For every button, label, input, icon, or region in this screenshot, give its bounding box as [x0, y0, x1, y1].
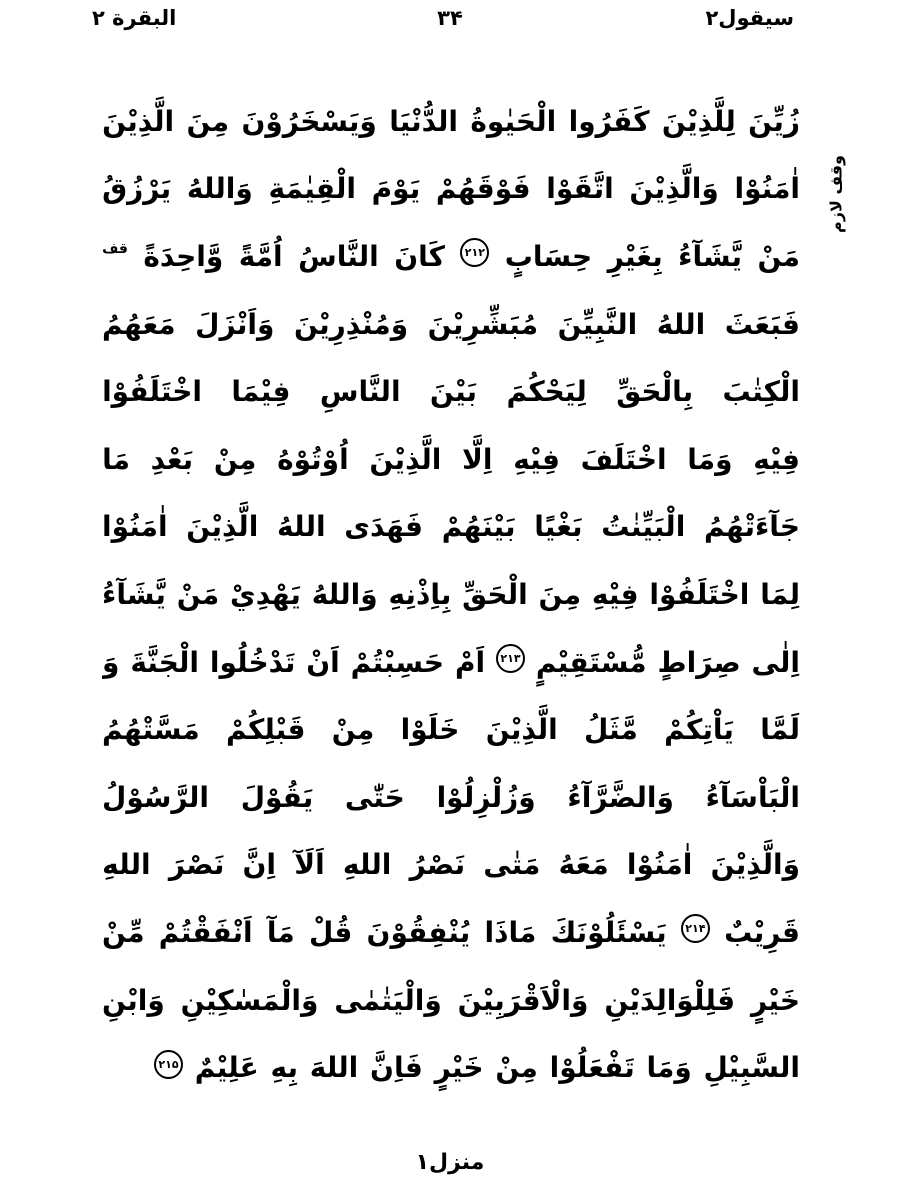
- quran-word: وَمَا: [646, 1051, 692, 1085]
- quran-word: اِلٰى: [751, 645, 800, 679]
- ayah-number-marker: ۲۱۵: [154, 1050, 183, 1079]
- quran-word: اللهُ: [277, 510, 326, 544]
- quran-line: [102, 696, 800, 764]
- quran-word: مِنْ: [213, 442, 257, 476]
- quran-word: اخْتَلَفَ: [580, 442, 667, 476]
- quran-word: مُّسْتَقِيْمٍ: [535, 645, 647, 679]
- quran-word: مِنَ: [186, 104, 230, 138]
- ayah-number-marker: ۲۱۴: [681, 914, 710, 943]
- quran-word: الْحَيٰوةُ: [470, 104, 557, 138]
- quran-word: لِلَّذِيْنَ: [661, 104, 736, 138]
- waqf-sign: قف: [102, 240, 128, 257]
- quran-word: اللهِ: [102, 848, 151, 882]
- quran-line: [102, 561, 800, 629]
- quran-word: مُبَشِّرِيْنَ: [427, 307, 539, 341]
- juz-label: سيقول۲: [705, 6, 794, 30]
- quran-word: وَاللهُ: [311, 577, 378, 611]
- quran-word: يَاْتِكُمْ: [664, 713, 734, 747]
- quran-word: قَرِيْبٌ: [724, 915, 800, 949]
- quran-word: خَيْرٍ: [434, 1051, 484, 1085]
- quran-line: [102, 764, 800, 832]
- quran-word: فِيْهِ: [591, 577, 639, 611]
- quran-word: النَّاسِ: [319, 375, 401, 409]
- quran-word: يَسْئَلُوْنَكَ: [550, 915, 667, 949]
- quran-word: قَبْلِكُمْ: [226, 713, 306, 747]
- quran-word: فَبَعَثَ: [724, 307, 800, 341]
- quran-word: وَّاحِدَةً: [143, 239, 224, 273]
- ayah-number-marker: ۲۱۳: [496, 644, 525, 673]
- quran-line: [102, 223, 800, 291]
- quran-word: بِهِ: [270, 1051, 298, 1085]
- quran-line: [102, 426, 800, 494]
- quran-word: فِيْهِ: [513, 442, 560, 476]
- quran-word: اٰمَنُوْا: [102, 510, 168, 544]
- quran-word: الْبَيِّنٰتُ: [601, 510, 686, 544]
- quran-word: وَالَّذِيْنَ: [629, 172, 719, 206]
- quran-word: قُلْ: [308, 915, 353, 949]
- quran-word: اَمْ: [454, 645, 486, 679]
- quran-line: [102, 291, 800, 359]
- quran-word: وَالْمَسٰكِيْنِ: [180, 983, 319, 1017]
- quran-word: فَوْقَهُمْ: [435, 172, 531, 206]
- quran-word: اَلَآ: [294, 848, 325, 882]
- quran-word: فَاِنَّ: [370, 1051, 423, 1085]
- quran-line: [102, 967, 800, 1035]
- quran-word: تَدْخُلُوا: [209, 645, 296, 679]
- quran-word: النَّاسُ: [298, 239, 379, 273]
- quran-word: مَآ: [266, 915, 295, 949]
- quran-word: وَالْاَقْرَبِيْنَ: [457, 983, 589, 1017]
- quran-word: حِسَابٍ: [504, 239, 593, 273]
- quran-word: اخْتَلَفُوْا: [649, 577, 750, 611]
- quran-line: [102, 156, 800, 224]
- quran-word: وَالْيَتٰمٰى: [334, 983, 442, 1017]
- quran-word: الَّذِيْنَ: [485, 713, 558, 747]
- quran-word: الرَّسُوْلُ: [102, 780, 209, 814]
- quran-word: اِنَّ: [242, 848, 277, 882]
- quran-word: الْبَاْسَآءُ: [705, 780, 800, 814]
- quran-word: كَانَ: [394, 239, 445, 273]
- quran-line: [102, 1034, 800, 1102]
- quran-word: فَلِلْوَالِدَيْنِ: [604, 983, 736, 1017]
- quran-word: اَنْ: [306, 645, 340, 679]
- quran-word: اُوْتُوْهُ: [277, 442, 349, 476]
- quran-word: لِمَا: [760, 577, 800, 611]
- quran-word: بِغَيْرِ: [607, 239, 663, 273]
- quran-word: الْحَقِّ: [462, 577, 528, 611]
- quran-word: نَصْرُ: [409, 848, 466, 882]
- quran-word: خَيْرٍ: [750, 983, 800, 1017]
- quran-word: وَزُلْزِلُوْا: [436, 780, 536, 814]
- quran-word: حَسِبْتُمْ: [350, 645, 445, 679]
- quran-word: مِنْ: [495, 1051, 538, 1085]
- quran-word: مَنْ: [176, 577, 220, 611]
- manzil-label: منزل۱: [415, 1150, 485, 1175]
- quran-word: مَسَّتْهُمُ: [102, 713, 200, 747]
- quran-word: حَتّٰى: [344, 780, 405, 814]
- quran-word: بِالْحَقِّ: [616, 375, 694, 409]
- quran-word: اللهُ: [656, 307, 706, 341]
- quran-word: مِنَ: [538, 577, 582, 611]
- quran-word: اِلَّا: [462, 442, 493, 476]
- quran-word: بَيْنَ: [429, 375, 478, 409]
- quran-word: النَّبِيِّنَ: [557, 307, 638, 341]
- margin-note-waqf-lazim: وقف لازم: [826, 155, 846, 233]
- quran-word: زُيِّنَ: [748, 104, 800, 138]
- quran-word: السَّبِيْلِ: [703, 1051, 800, 1085]
- quran-word: الْقِيٰمَةِ: [268, 172, 356, 206]
- quran-word: بَعْدِ: [150, 442, 194, 476]
- quran-word: بَغْيًا: [534, 510, 583, 544]
- quran-line: [102, 88, 800, 156]
- quran-word: صِرَاطٍ: [657, 645, 741, 679]
- quran-word: يُنْفِقُوْنَ: [366, 915, 471, 949]
- quran-word: عَلِيْمٌ: [194, 1051, 259, 1085]
- quran-line: [102, 358, 800, 426]
- surah-label: البقرة ۲: [92, 6, 177, 30]
- quran-line: [102, 494, 800, 562]
- quran-word: يَرْزُقُ: [102, 172, 172, 206]
- quran-word: يَّشَآءُ: [102, 577, 166, 611]
- quran-word: مَتٰى: [483, 848, 541, 882]
- quran-line: [102, 832, 800, 900]
- quran-word: مِّنْ: [102, 915, 145, 949]
- quran-word: يَوْمَ: [371, 172, 421, 206]
- quran-word: الْجَنَّةَ: [130, 645, 200, 679]
- quran-word: يَهْدِيْ: [230, 577, 301, 611]
- quran-word: فِيْهِ: [753, 442, 800, 476]
- quran-word: خَلَوْا: [400, 713, 460, 747]
- quran-word: وَاللهُ: [186, 172, 253, 206]
- quran-word: مَعَهُمُ: [102, 307, 176, 341]
- quran-word: مَاذَا: [484, 915, 537, 949]
- quran-word: اتَّقَوْا: [546, 172, 614, 206]
- quran-line: [102, 899, 800, 967]
- quran-word: وَ: [102, 645, 120, 679]
- quran-word: جَآءَتْهُمُ: [704, 510, 800, 544]
- quran-word: تَفْعَلُوْا: [549, 1051, 635, 1085]
- quran-word: وَمُنْذِرِيْنَ: [293, 307, 409, 341]
- quran-word: كَفَرُوا: [568, 104, 650, 138]
- quran-word: الَّذِيْنَ: [102, 104, 175, 138]
- quran-word: وَمَا: [687, 442, 733, 476]
- quran-word: لِيَحْكُمَ: [506, 375, 587, 409]
- quran-word: وَالضَّرَّآءُ: [567, 780, 674, 814]
- quran-text-block: [102, 88, 800, 1102]
- quran-word: بِاِذْنِهِ: [388, 577, 452, 611]
- quran-word: نَصْرَ: [168, 848, 225, 882]
- quran-word: مَنْ: [757, 239, 800, 273]
- quran-word: اللهَ: [309, 1051, 359, 1085]
- quran-word: وَيَسْخَرُوْنَ: [241, 104, 377, 138]
- quran-word: اٰمَنُوْا: [626, 848, 693, 882]
- quran-word: وَاَنْزَلَ: [195, 307, 275, 341]
- quran-word: لَمَّا: [760, 713, 800, 747]
- quran-word: اخْتَلَفُوْا: [102, 375, 203, 409]
- quran-word: مَا: [102, 442, 130, 476]
- quran-word: وَابْنِ: [102, 983, 165, 1017]
- quran-word: اٰمَنُوْا: [734, 172, 800, 206]
- quran-word: يَقُوْلَ: [240, 780, 314, 814]
- quran-word: الدُّنْيَا: [389, 104, 458, 138]
- quran-line: [102, 629, 800, 697]
- quran-word: وَالَّذِيْنَ: [710, 848, 800, 882]
- page-number: ۳۴: [437, 6, 463, 30]
- ayah-number-marker: ۲۱۲: [460, 238, 489, 267]
- quran-word: اُمَّةً: [238, 239, 283, 273]
- quran-word: مِنْ: [331, 713, 375, 747]
- quran-word: مَعَهُ: [558, 848, 609, 882]
- quran-word: مَّثَلُ: [584, 713, 638, 747]
- quran-word: الَّذِيْنَ: [186, 510, 259, 544]
- quran-word: فِيْمَا: [231, 375, 291, 409]
- quran-word: اللهِ: [342, 848, 392, 882]
- quran-word: الَّذِيْنَ: [369, 442, 442, 476]
- quran-word: يَّشَآءُ: [678, 239, 743, 273]
- quran-word: بَيْنَهُمْ: [441, 510, 516, 544]
- quran-word: اَنْفَقْتُمْ: [158, 915, 253, 949]
- page-footer: [0, 1150, 900, 1175]
- quran-word: الْكِتٰبَ: [722, 375, 800, 409]
- quran-word: فَهَدَى: [344, 510, 423, 544]
